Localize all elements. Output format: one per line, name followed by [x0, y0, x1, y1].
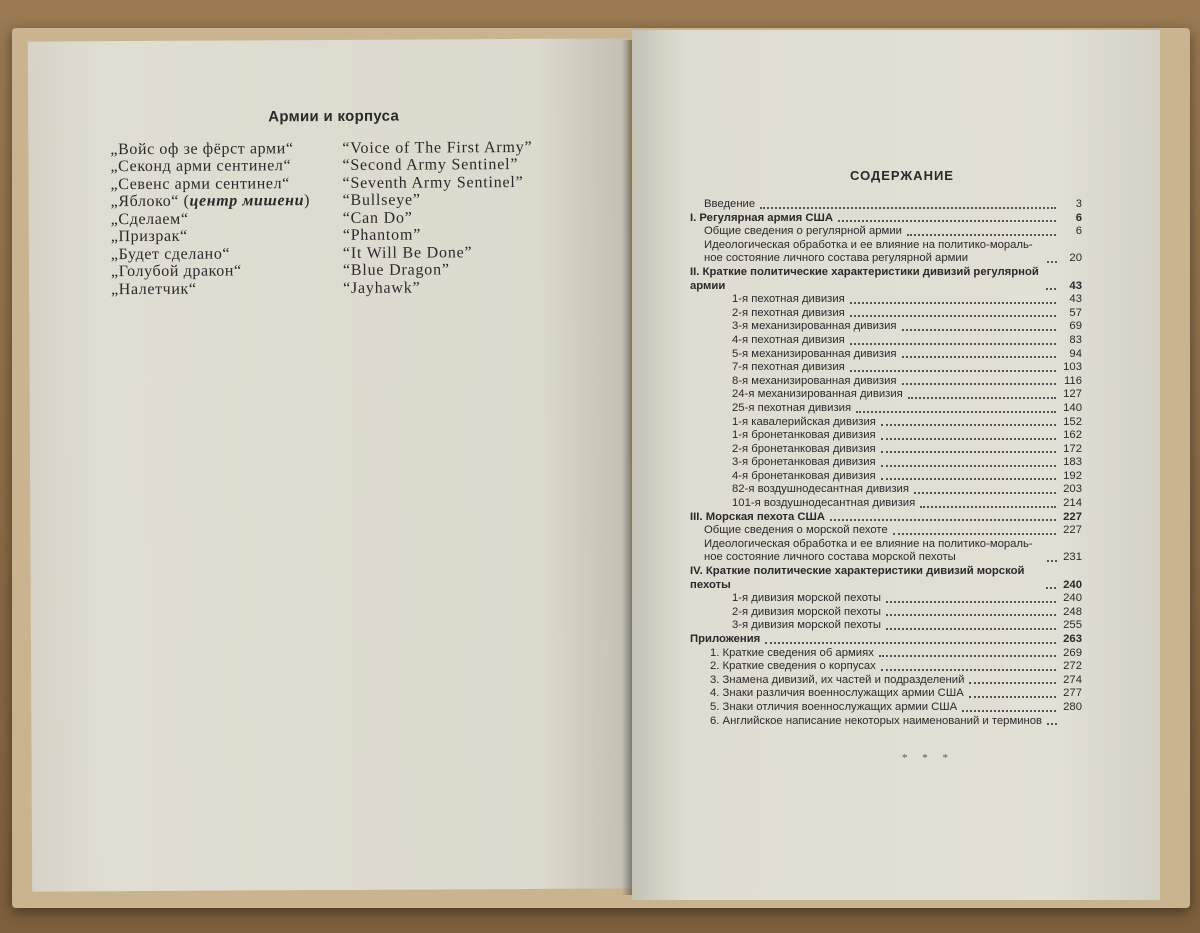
- toc-entry-page: 6: [1075, 225, 1082, 238]
- corps-name-ru: [111, 192, 343, 211]
- toc-entry-label: 3-я механизированная дивизия: [732, 320, 897, 333]
- toc-leader-dots: [893, 533, 1056, 535]
- toc-entry-page: 277: [1063, 687, 1082, 700]
- toc-entry-label: III. Морская пехота США: [690, 510, 826, 523]
- corps-name-ru-text: „Секонд арми сентинел“: [110, 157, 292, 176]
- toc-title: СОДЕРЖАНИЕ: [850, 168, 954, 183]
- toc-entry-page: 274: [1063, 673, 1082, 686]
- corps-name-en: “Jayhawk”: [343, 279, 421, 297]
- toc-entry-page: 269: [1063, 646, 1082, 659]
- toc-entry: [690, 361, 1082, 375]
- toc-entry-page: 103: [1063, 361, 1082, 374]
- toc-entry-page: 231: [1063, 551, 1082, 564]
- toc-leader-dots: [881, 424, 1056, 426]
- toc-entry-label: 3-я дивизия морской пехоты: [732, 619, 882, 632]
- toc-entry-label: 7-я пехотная дивизия: [732, 361, 845, 374]
- corps-name-ru-emphasis: центр мишени: [189, 192, 305, 210]
- toc-entry-label: II. Краткие политические характеристики дивизий регулярной армии: [690, 265, 1039, 292]
- toc-entry-page: 280: [1063, 700, 1082, 713]
- toc-entry: [690, 538, 1082, 565]
- toc-entry: [690, 619, 1082, 633]
- toc-leader-dots: [908, 397, 1056, 399]
- corps-name-ru: [111, 210, 343, 229]
- toc-entry: [690, 660, 1082, 674]
- toc-leader-dots: [1047, 723, 1057, 725]
- toc-leader-dots: [1047, 560, 1057, 562]
- toc-entry-label: 82-я воздушнодесантная дивизия: [732, 483, 909, 496]
- toc-entry-label: 1-я бронетанковая дивизия: [732, 429, 876, 442]
- corps-name-ru-text: „Налетчик“: [111, 280, 197, 298]
- toc-entry-page: 3: [1075, 198, 1082, 210]
- toc-entry-label: Общие сведения о морской пехоте: [704, 524, 888, 537]
- toc-entry-page: 192: [1063, 469, 1082, 482]
- toc-leader-dots: [881, 478, 1056, 480]
- toc-entry-page: 20: [1069, 252, 1082, 265]
- toc-entry: [690, 443, 1082, 457]
- toc-leader-dots: [765, 642, 1056, 644]
- toc-entry: [690, 416, 1082, 430]
- toc-entry-page: 172: [1063, 442, 1082, 455]
- toc-leader-dots: [886, 614, 1056, 616]
- corps-name-ru-text: „Войс оф зе фёрст арми“: [110, 139, 294, 158]
- corps-name-ru-text: „Будет сделано“: [110, 245, 231, 263]
- corps-name-ru: [111, 227, 343, 246]
- toc-entry-page: 140: [1063, 401, 1082, 414]
- toc-entry-label: Общие сведения о регулярной армии: [704, 225, 902, 238]
- toc-entry: [690, 565, 1082, 592]
- corps-name-ru: [110, 157, 342, 176]
- left-page: [28, 38, 632, 891]
- toc-entry-label: I. Регулярная армия США: [690, 211, 834, 224]
- toc-entry-label: IV. Краткие политические характеристики дивизий морской пехоты: [690, 565, 1025, 591]
- corps-name-ru: [111, 262, 343, 281]
- toc-entry: [690, 606, 1082, 620]
- toc-leader-dots: [920, 506, 1056, 508]
- toc-leader-dots: [850, 370, 1056, 372]
- toc-leader-dots: [879, 655, 1056, 657]
- toc-entry-label: 2-я бронетанковая дивизия: [732, 442, 876, 455]
- toc-leader-dots: [886, 628, 1056, 630]
- toc-entry: [690, 198, 1082, 212]
- corps-name-ru: [111, 280, 343, 299]
- toc-entry-page: 152: [1063, 415, 1082, 428]
- toc-entry: [690, 687, 1082, 701]
- toc-leader-dots: [881, 669, 1056, 671]
- toc-entry-label: 5-я механизированная дивизия: [732, 347, 897, 360]
- toc-entry: [690, 674, 1082, 688]
- toc-leader-dots: [969, 696, 1056, 698]
- toc-entry-page: 227: [1063, 524, 1082, 537]
- toc-entry: [690, 388, 1082, 402]
- toc-leader-dots: [1046, 587, 1056, 589]
- toc-entry: [690, 483, 1082, 497]
- corps-name-en: “Bullseye”: [342, 191, 421, 210]
- toc-leader-dots: [1046, 288, 1056, 290]
- toc-entry-label: Идеологическая обработка и ее влияние на политико-мораль-ное состояние личного состава морской пехоты: [704, 537, 1033, 564]
- toc-entry-page: 6: [1075, 211, 1082, 224]
- corps-name-en: “Blue Dragon”: [342, 261, 450, 280]
- corps-name-ru: [111, 245, 343, 264]
- toc-entry-page: 83: [1069, 333, 1082, 346]
- toc-entry-page: 116: [1063, 374, 1082, 387]
- toc-entry-page: 162: [1063, 429, 1082, 442]
- corps-name-en: “Second Army Sentinel”: [342, 156, 519, 175]
- toc-entry-label: 5. Знаки отличия военнослужащих армии США: [710, 700, 958, 713]
- toc-entry-page: 43: [1069, 293, 1082, 306]
- corps-name-ru-text: „Яблоко“ (: [110, 192, 190, 211]
- toc-entry: [690, 592, 1082, 606]
- left-page-title: Армии и корпуса: [268, 107, 400, 126]
- toc-entry: [690, 348, 1082, 362]
- toc-entry-page: 69: [1069, 320, 1082, 333]
- toc-entry-page: 94: [1069, 347, 1082, 360]
- toc-leader-dots: [907, 234, 1056, 236]
- toc-leader-dots: [902, 383, 1056, 385]
- toc-entry: [690, 239, 1082, 266]
- toc-entry: [690, 266, 1082, 293]
- toc-entry-label: 4-я пехотная дивизия: [732, 333, 845, 346]
- corps-name-ru: [110, 175, 342, 194]
- toc-entry-label: 1-я пехотная дивизия: [732, 293, 845, 306]
- toc-entry-page: 240: [1063, 578, 1082, 591]
- toc-entry-page: 43: [1069, 279, 1082, 292]
- toc-leader-dots: [850, 302, 1056, 304]
- toc-entry: [690, 470, 1082, 484]
- toc-entry: [690, 456, 1082, 470]
- toc-entry-label: 8-я механизированная дивизия: [732, 374, 897, 387]
- toc-entry: [690, 429, 1082, 443]
- toc-leader-dots: [902, 329, 1056, 331]
- toc-leader-dots: [830, 519, 1056, 521]
- toc-leader-dots: [760, 207, 1056, 209]
- toc-entry: [690, 212, 1082, 226]
- end-mark: * * *: [902, 752, 954, 764]
- right-page: [632, 30, 1160, 900]
- corps-name-ru-text: „Севенс арми сентинел“: [110, 174, 290, 193]
- corps-name-ru: [110, 140, 342, 159]
- toc-entry: [690, 293, 1082, 307]
- toc-leader-dots: [856, 411, 1056, 413]
- toc-entry-label: 3. Знамена дивизий, их частей и подразделений: [710, 673, 965, 686]
- toc-leader-dots: [881, 438, 1056, 440]
- toc-entry-label: 6. Английское написание некоторых наименований и терминов: [710, 714, 1043, 727]
- toc-entry-page: 203: [1063, 483, 1082, 496]
- toc-entry: [690, 307, 1082, 321]
- toc-entry-page: 127: [1063, 388, 1082, 401]
- toc-entry-label: Идеологическая обработка и ее влияние на политико-мораль-ное состояние личного состава регулярной армии: [704, 238, 1033, 265]
- toc-leader-dots: [850, 315, 1056, 317]
- corps-name-ru-text: „Голубой дракон“: [110, 262, 242, 281]
- toc-entry-page: 240: [1063, 592, 1082, 605]
- corps-name-en: “It Will Be Done”: [342, 244, 473, 262]
- toc-entry-label: 2-я пехотная дивизия: [732, 306, 845, 319]
- corps-row: [111, 279, 533, 299]
- toc-leader-dots: [1047, 261, 1057, 263]
- corps-row: [111, 209, 533, 229]
- corps-name-en: “Can Do”: [342, 209, 413, 227]
- table-of-contents: [690, 198, 1082, 728]
- toc-entry: [690, 320, 1082, 334]
- toc-entry-label: 3-я бронетанковая дивизия: [732, 456, 876, 469]
- toc-leader-dots: [850, 343, 1056, 345]
- toc-entry-page: 263: [1063, 633, 1082, 645]
- toc-entry-label: 25-я пехотная дивизия: [732, 401, 852, 414]
- toc-entry: [690, 225, 1082, 239]
- toc-entry-label: 101-я воздушнодесантная дивизия: [732, 497, 916, 510]
- toc-leader-dots: [902, 356, 1056, 358]
- toc-leader-dots: [969, 682, 1056, 684]
- toc-entry: [690, 497, 1082, 511]
- toc-entry-label: 1. Краткие сведения об армиях: [710, 646, 874, 659]
- corps-name-ru-text: „Сделаем“: [110, 210, 189, 228]
- toc-entry: [690, 701, 1082, 715]
- toc-entry-page: 57: [1069, 306, 1082, 319]
- toc-leader-dots: [881, 465, 1056, 467]
- toc-entry-page: 272: [1063, 660, 1082, 673]
- toc-entry: [690, 402, 1082, 416]
- corps-name-en: “Phantom”: [342, 226, 422, 245]
- toc-entry-label: 4-я бронетанковая дивизия: [732, 469, 876, 482]
- toc-entry-label: 2. Краткие сведения о корпусах: [710, 660, 876, 673]
- corps-row: [111, 261, 533, 281]
- corps-name-en: “Voice of The First Army”: [342, 138, 533, 157]
- toc-leader-dots: [881, 451, 1056, 453]
- toc-entry-page: 255: [1063, 619, 1082, 632]
- toc-leader-dots: [962, 710, 1056, 712]
- toc-entry-label: 2-я дивизия морской пехоты: [732, 605, 882, 618]
- toc-entry-label: Приложения: [690, 633, 761, 645]
- toc-entry-label: 1-я дивизия морской пехоты: [732, 592, 882, 605]
- toc-entry-label: 1-я кавалерийская дивизия: [732, 415, 876, 428]
- toc-entry-page: 214: [1063, 497, 1082, 510]
- corps-name-ru-text: „Призрак“: [110, 227, 188, 246]
- toc-entry: [690, 715, 1082, 729]
- toc-leader-dots: [914, 492, 1056, 494]
- toc-leader-dots: [886, 601, 1056, 603]
- toc-entry-label: 24-я механизированная дивизия: [732, 388, 903, 401]
- corps-row: [111, 191, 533, 211]
- corps-list: [110, 139, 533, 299]
- corps-name-ru-tail: ): [304, 192, 311, 210]
- toc-entry: [690, 633, 1082, 647]
- toc-leader-dots: [838, 220, 1056, 222]
- toc-entry: [690, 524, 1082, 538]
- toc-entry-label: 4. Знаки различия военнослужащих армии США: [710, 687, 964, 700]
- corps-row: [111, 244, 533, 264]
- toc-entry: [690, 334, 1082, 348]
- toc-entry: [690, 647, 1082, 661]
- toc-entry-page: 227: [1063, 510, 1082, 523]
- toc-entry: [690, 511, 1082, 525]
- toc-entry: [690, 375, 1082, 389]
- corps-name-en: “Seventh Army Sentinel”: [342, 173, 524, 192]
- toc-entry-page: 183: [1063, 456, 1082, 469]
- toc-entry-page: 248: [1063, 605, 1082, 618]
- toc-entry-label: Введение: [704, 198, 756, 210]
- corps-row: [110, 174, 532, 194]
